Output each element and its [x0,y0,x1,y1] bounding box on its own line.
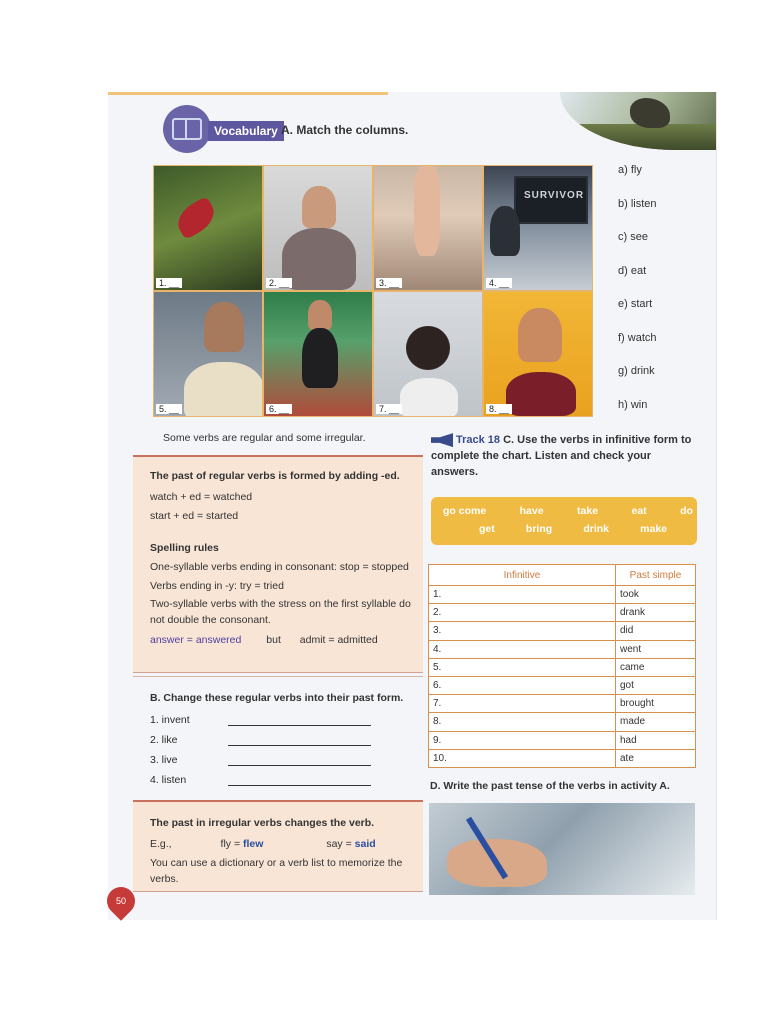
past-cell: made [616,713,696,731]
word: have [519,505,544,517]
answer-item: f) watch [618,331,657,344]
spelling-rule: One-syllable verbs ending in consonant: stop = stopped [150,561,409,574]
section-d-title: D. Write the past tense of the verbs in activity A. [430,780,670,792]
infinitive-cell[interactable]: 5. [429,658,616,676]
section-c-title: C. Use the verbs in infinitive form to complete the chart. Listen and check your answers. [431,434,692,478]
verb-item: 4. listen [150,774,187,786]
spelling-rules-title: Spelling rules [150,542,219,555]
irregular-example: say = [326,837,355,850]
table-row [429,749,696,767]
answer-item: g) drink [618,365,655,377]
photo-runner-start: 3. __ [374,166,482,290]
answer-list [618,164,657,432]
verb-item: 2. like [150,734,178,746]
verb-chart [428,564,696,768]
past-cell: had [616,731,696,749]
page-number-badge [101,881,141,921]
table-row [429,604,696,622]
answer-item: e) start [618,298,653,310]
regular-example: start + ed = started [150,509,239,522]
table-row [429,731,696,749]
photo-grid [153,165,593,417]
past-cell: took [616,586,696,604]
word: get [479,523,495,535]
top-accent-line [108,92,388,95]
col-past-header: Past simple [616,565,696,586]
verb-item: 3. live [150,754,178,766]
infinitive-cell[interactable]: 3. [429,622,616,640]
section-b-title: B. Change these regular verbs into their past form. [150,692,404,704]
infinitive-cell[interactable]: 6. [429,676,616,694]
regular-example: watch + ed = watched [150,490,253,503]
rule-example: answer = answered [150,633,242,646]
past-cell: did [616,622,696,640]
irregular-verbs-box [133,800,423,892]
past-cell: went [616,640,696,658]
irregular-example: fly = [220,837,243,850]
word: do [680,505,693,517]
photo-drinking-man: 5. __ [154,292,262,416]
word: go come [443,505,487,517]
answer-item: d) eat [618,264,647,277]
table-row [429,640,696,658]
past-cell: brought [616,695,696,713]
spelling-rule: Two-syllable verbs with the stress on the first syllable do not double the consonant. [150,597,411,626]
rule-connector: but [266,633,281,646]
past-cell: ate [616,749,696,767]
word: bring [525,523,553,535]
table-row [429,586,696,604]
intro-text: Some verbs are regular and some irregular. [163,432,366,444]
answer-line[interactable] [228,775,371,786]
past-cell: got [616,676,696,694]
table-row [429,713,696,731]
infinitive-cell[interactable]: 2. [429,604,616,622]
regular-verbs-box [133,455,423,673]
vocabulary-label: Vocabulary [208,121,284,141]
irregular-answer: flew [243,837,264,850]
table-row [429,676,696,694]
irregular-heading: The past in irregular verbs changes the verb. [150,817,375,829]
book-icon [163,105,211,153]
photo-winning-runner: 6. __ [264,292,372,416]
track-label: Track 18 [456,434,501,446]
photo-bird: 1. __ [154,166,262,290]
photo-watching-tv: SURVIVOR 4. __ [484,166,592,290]
photo-seeing-woman: 7. __ [374,292,482,416]
infinitive-cell[interactable]: 10. [429,749,616,767]
answer-line[interactable] [228,735,371,746]
answer-item: b) listen [618,197,657,210]
table-row [429,658,696,676]
answer-item: a) fly [618,164,642,176]
photo-eating-girl: 8. __ [484,292,592,416]
table-row [429,622,696,640]
corner-photo [560,92,716,150]
word: take [577,505,599,517]
irregular-note: You can use a dictionary or a verb list to memorize the verbs. [150,856,403,885]
activity-a-title: A. Match the columns. [281,123,409,137]
answer-item: c) see [618,231,648,243]
section-c-heading [431,432,701,480]
table-row [429,695,696,713]
word: drink [583,523,609,535]
word: make [640,523,667,535]
page-number: 50 [115,896,126,906]
word: eat [631,505,647,517]
infinitive-cell[interactable]: 7. [429,695,616,713]
irregular-answer: said [354,837,376,850]
answer-item: h) win [618,398,648,411]
word-bank [431,497,697,545]
answer-line[interactable] [228,755,371,766]
eg-label: E.g., [150,837,172,850]
past-cell: came [616,658,696,676]
verb-item: 1. invent [150,714,190,726]
speaker-icon [431,433,453,447]
regular-heading: The past of regular verbs is formed by adding -ed. [150,470,400,482]
infinitive-cell[interactable]: 8. [429,713,616,731]
past-cell: drank [616,604,696,622]
section-b [133,676,423,790]
spelling-rule: Verbs ending in -y: try = tried [150,579,284,592]
photo-writing-hand [429,803,695,895]
col-infinitive-header: Infinitive [429,565,616,586]
answer-line[interactable] [228,715,371,726]
infinitive-cell[interactable]: 1. [429,586,616,604]
infinitive-cell[interactable]: 9. [429,731,616,749]
infinitive-cell[interactable]: 4. [429,640,616,658]
photo-listening-woman: 2. __ [264,166,372,290]
rule-example: admit = admitted [299,633,378,646]
